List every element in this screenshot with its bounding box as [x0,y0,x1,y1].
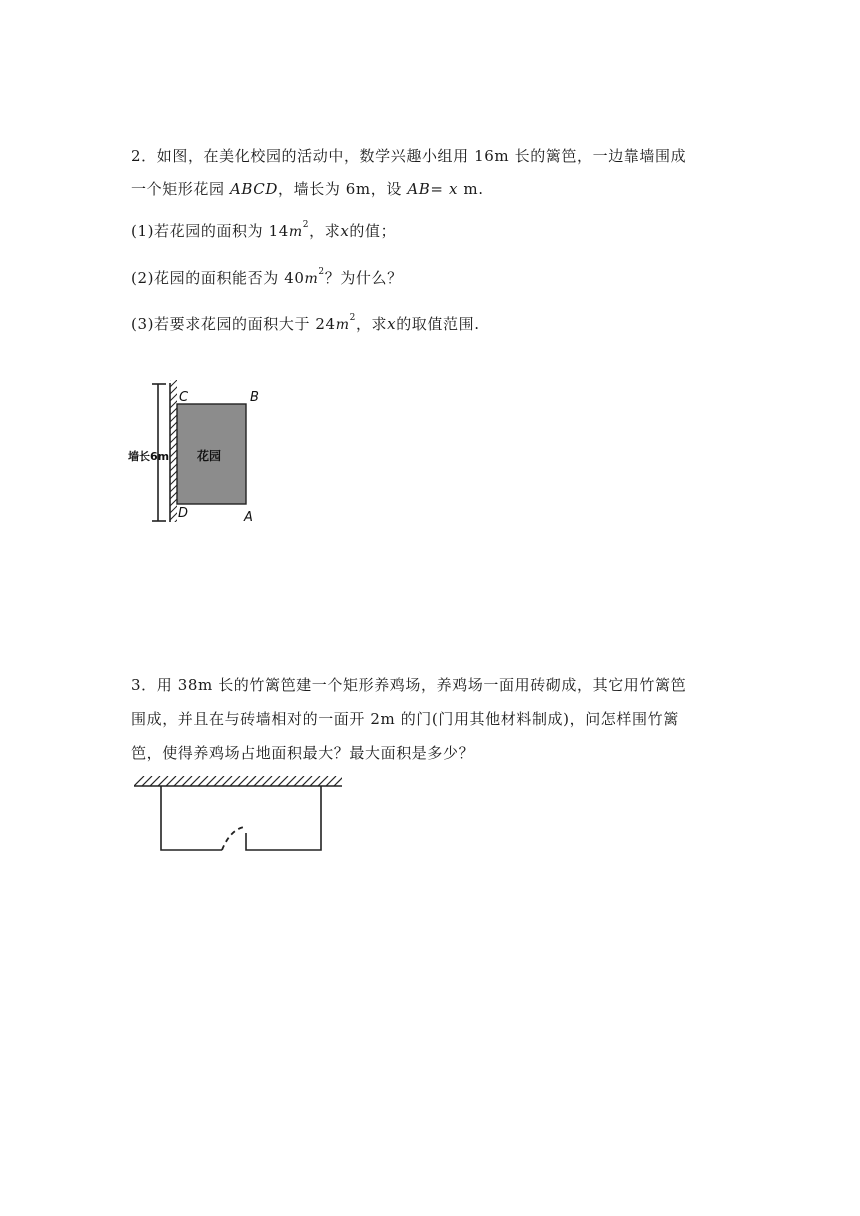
problem-3-text-1: 用 38m 长的竹篱笆建一个矩形养鸡场，养鸡场一面用砖砌成，其它用竹篱笆 [156,676,687,694]
brick-wall-hatching [134,776,344,786]
variable-x: x [387,315,397,333]
question-1-text-b: ，求 [309,222,341,240]
question-3-text-a: (3)若要求花园的面积大于 24 [131,315,336,333]
fence-left [161,786,222,850]
segment-ab: AB [407,180,431,198]
square-meter-unit: $m^2$ [304,267,325,287]
problem-3-number: 3． [131,676,157,694]
garden-figure [120,380,280,530]
vertex-b-label: B [250,390,259,405]
problem-3-line-1 [131,674,686,695]
vertex-c-label: C [179,390,189,405]
question-1-text-a: (1)若花园的面积为 14 [131,222,289,240]
question-1-text-c: 的值； [349,222,397,240]
fence-right [246,786,321,850]
equals-sign: = [430,180,449,198]
problem-3-text-3: 笆，使得养鸡场占地面积最大？最大面积是多少？ [131,744,475,762]
chicken-farm-figure [130,770,350,860]
variable-x: x [340,222,350,240]
problem-2-number: 2． [131,147,157,165]
problem-3-line-2 [131,708,679,729]
vertex-d-label: D [178,506,189,521]
problem-3-line-3 [131,742,474,763]
unit-m: m. [458,180,484,198]
garden-label: 花园 [197,449,222,463]
square-meter-unit: $m^2$ [335,313,356,333]
question-2 [131,267,403,288]
problem-3-text-2: 围成，并且在与砖墙相对的一面开 2m 的门(门用其他材料制成)，问怎样围竹篱 [131,710,679,728]
wall-length-label: 墙长6m [128,450,170,463]
question-3-text-c: 的取值范围. [396,315,480,333]
door-arc [222,827,244,850]
question-1 [131,220,396,241]
variable-x: x [448,180,458,198]
problem-2-text-2a: 一个矩形花园 [131,180,230,198]
question-3 [131,313,480,334]
rectangle-name: ABCD [229,180,279,198]
question-2-text-b: ？为什么？ [324,269,403,287]
question-2-text-a: (2)花园的面积能否为 40 [131,269,305,287]
problem-2-text-1: 如图，在美化校园的活动中，数学兴趣小组用 16m 长的篱笆，一边靠墙围成 [156,147,687,165]
question-3-text-b: ，求 [355,315,388,333]
problem-2-line-1 [131,145,686,166]
problem-2-text-2b: ，墙长为 6m，设 [278,180,408,198]
problem-2-line-2 [131,178,484,199]
square-meter-unit: $m^2$ [288,220,310,240]
vertex-a-label: A [244,510,253,525]
